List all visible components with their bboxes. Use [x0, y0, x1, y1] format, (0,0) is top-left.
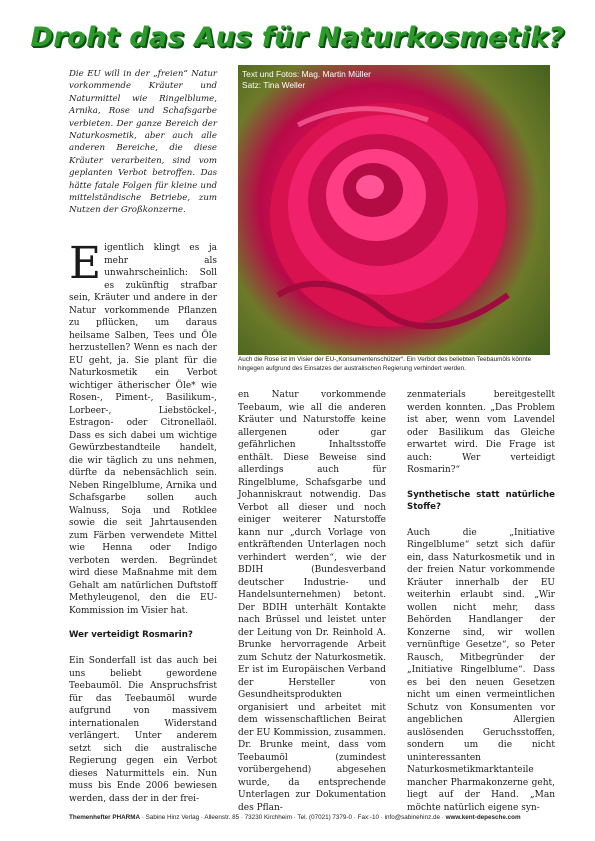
subheading-synthetic: Synthetische statt natürliche Stoffe?	[407, 489, 555, 512]
photo-credit-text: Text und Fotos: Mag. Martin Müller	[242, 69, 371, 79]
footer-brand: Themenhefter PHARMA	[69, 814, 141, 821]
footer-website: www.kent-depesche.com	[445, 814, 521, 821]
column-1	[69, 238, 217, 805]
rose-photo	[238, 65, 550, 355]
article-lead: Die EU will in der „freien“ Natur vorkommende Kräuter und Naturmittel wie Ringelblume, Arnika, Rose und Schafsgarbe verbieten. Der ganze Bereich der Naturkosmetik, aber auch alle anderen Bereiche, die diese Kräuter verarbeiten, sind vom geplanten Verbot betroffen. Das hätte fatale Folgen für kleine und mittelständische Betriebe, zum Nutzen der Großkonzerne.	[69, 69, 217, 216]
body-paragraph-2a: Ein Sonderfall ist das auch bei uns beliebt gewordene Teebaumöl. Die Anspruchsfrist für das Teebaumöl wurde aufgrund von massivem internationalen Widerstand verlängert. Unter anderem setzt sich die australische Regierung gegen ein Verbot dieses Naturmittels ein. Nun muss bis Ende 2006 bewiesen werden, dass der in der frei-	[69, 656, 217, 804]
body-paragraph-2c: zenmaterials bereitgestellt werden konnten. „Das Problem ist aber, wenn vom Lavendel oder Basilikum das Gleiche erwartet wird. Die Frage ist auch: Wer verteidigt Rosmarin?“	[407, 390, 555, 475]
photo-typesetting: Satz: Tina Weller	[242, 80, 306, 90]
column-2	[238, 389, 386, 814]
body-paragraph-3: Auch die „Initiative Ringelblume“ setzt sich dafür ein, dass Naturkosmetik und in der freien Natur vorkommende Kräuter innerhalb der EU weiterhin erlaubt sind. „Wir wollen nicht mehr, dass Behörden Handlanger der Konzerne sind, wir wollen vernünftige Gesetze“, so Peter Rausch, Mitbegründer der „Initiative Ringelblume“. Dass es bei den neuen Gesetzen nicht um einen vermeintlichen Schutz von Konsumenten vor angeblichen Allergien auslösenden Geruchsstoffen, sondern um die nicht uninteressanten Naturkosmetikmarktanteile mancher Pharmakonzerne geht, liegt auf der Hand. „Man möchte natürlich eigene syn-	[407, 527, 555, 813]
footer-details: · Sabine Hinz Verlag · Alleenstr. 85 · 73230 Kirchheim · Tel. (07021) 7379-0 · Fax:-10 · info@sabinehinz.de ·	[140, 814, 446, 821]
rose-illustration	[238, 65, 550, 355]
body-paragraph-1-text: igentlich klingt es ja mehr als unwahrscheinlich: Soll es zukünftig strafbar sein, Kräuter und andere in der Natur vorkommende Pflanzen zu pflücken, um daraus heilsame Salben, Tees und Öle herzustellen? Wenn es nach der EU geht, ja. Sie plant für die Naturkosmetik ein Verbot wichtiger ätherischer Öle* wie Rosen-, Piment-, Basilikum-, Lorbeer-, Liebstöckel-, Estragon- oder Citronellaöl. Dass es sich dabei um wichtige Gewürzbestandteile handelt, die wir täglich zu uns nehmen, dürfte da nebensächlich sein. Neben Ringelblume, Arnika und Schafsgarbe sollen auch Walnuss, Soja und Rotklee sowie die seit Jahrtausenden zum Färben verwendete Mittel wie Henna oder Indigo verboten werden. Begründet wird diese Maßnahme mit dem Gehalt am natürlichen Duftstoff Methyleugenol, den die EU-Kommission im Visier hat.	[69, 243, 217, 616]
photo-caption: Auch die Rose ist im Visier der EU-„Konsumentenschützer“. Ein Verbot des beliebten Teebaumöls könnte hingegen aufgrund des Einsatzes der australischen Regierung verhindert werden.	[238, 356, 532, 372]
subheading-rosmarin: Wer verteidigt Rosmarin?	[69, 630, 193, 640]
photo-credit	[242, 69, 371, 91]
body-paragraph-1	[69, 238, 217, 617]
article-title: Droht das Aus für Naturkosmetik?	[30, 22, 565, 53]
column-3	[407, 389, 555, 814]
body-paragraph-2b: en Natur vorkommende Teebaum, wie all die anderen Kräuter und Naturstoffe keine allergenen oder gar gefährlichen Inhaltsstoffe enthält. Diese Beweise sind allerdings auch für Ringelblume, Schafsgarbe und Johanniskraut notwendig. Das Verbot all dieser und noch einiger weiterer Naturstoffe kann nur „durch Vorlage von entkräftenden Unterlagen noch verhindert werden“, wie der BDIH (Bundesverband deutscher Industrie- und Handelsunternehmen) betont. Der BDIH unterhält Kontakte nach Brüssel und leistet unter der Leitung von Dr. Reinhold A. Brunke hervorragende Arbeit zum Schutz der Naturkosmetik. Er ist im Europäischen Verband der Hersteller von Gesundheitsprodukten organisiert und arbeitet mit dem wissenschaftlichen Beirat der EU Kommission, zusammen. Dr. Brunke meint, dass vom Teebaumöl (zumindest vorübergehend) abgesehen wurde, da entsprechende Unterlagen zur Dokumentation des Pflan-	[238, 390, 386, 813]
page-footer	[69, 814, 559, 821]
drop-cap: E	[69, 238, 102, 289]
